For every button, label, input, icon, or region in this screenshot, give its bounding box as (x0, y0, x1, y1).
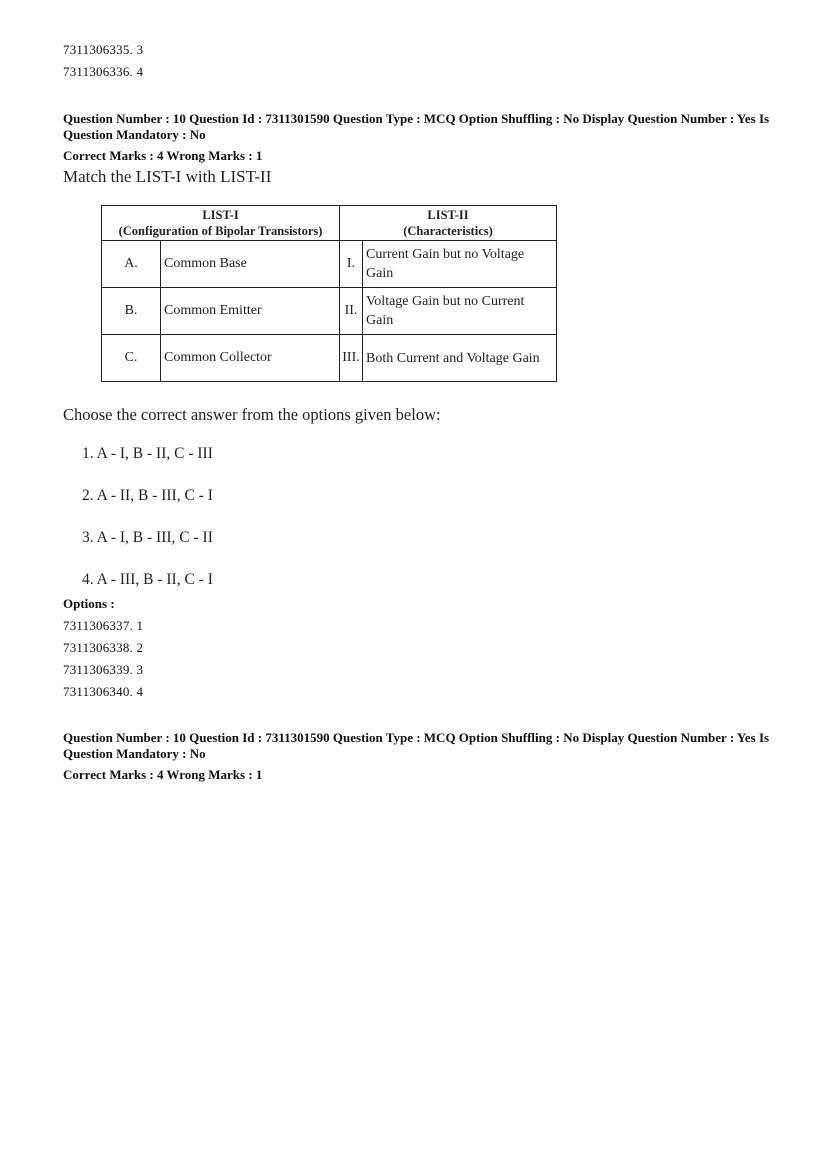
option-id: 7311306339 (63, 662, 130, 677)
options-label: Options : (63, 596, 115, 611)
list-1-title: LIST-I (202, 208, 239, 222)
row-name: Common Collector (161, 335, 340, 382)
list-2-header (340, 206, 557, 241)
row-description: Voltage Gain but no Current Gain (363, 288, 557, 335)
row-roman: III. (340, 335, 363, 382)
option-number: 3 (136, 662, 144, 677)
row-name: Common Emitter (161, 288, 340, 335)
question-meta: Question Number : 10 Question Id : 7311301590 Question Type : MCQ Option Shuffling : No Display Question Number : Yes Is Question Mandatory : No (63, 730, 770, 761)
list-1-header (102, 206, 340, 241)
table-row (102, 288, 557, 335)
option-line-1: 7311306337. 1 (63, 618, 144, 633)
row-description: Current Gain but no Voltage Gain (363, 241, 557, 288)
answer-choice-3: 3. A - I, B - III, C - II (82, 529, 213, 546)
option-number: 1 (136, 618, 144, 633)
answer-choice-2: 2. A - II, B - III, C - I (82, 487, 213, 504)
answer-choice-1: 1. A - I, B - II, C - III (82, 445, 213, 462)
match-table (101, 205, 557, 382)
option-id: 7311306338 (63, 640, 130, 655)
table-row (102, 335, 557, 382)
row-name: Common Base (161, 241, 340, 288)
option-number: 4 (136, 64, 144, 79)
question-marks: Correct Marks : 4 Wrong Marks : 1 (63, 148, 263, 163)
question-marks: Correct Marks : 4 Wrong Marks : 1 (63, 767, 263, 782)
list-1-subtitle: (Configuration of Bipolar Transistors) (118, 224, 323, 238)
list-2-title: LIST-II (427, 208, 469, 222)
row-description: Both Current and Voltage Gain (363, 335, 557, 382)
row-key: B. (102, 288, 161, 335)
option-line-3: 7311306339. 3 (63, 662, 144, 677)
question-instruction: Choose the correct answer from the options given below: (63, 405, 441, 424)
option-line-2: 7311306338. 2 (63, 640, 144, 655)
row-key: C. (102, 335, 161, 382)
option-id: 7311306336 (63, 64, 130, 79)
prev-option-1: 7311306335. 3 (63, 42, 144, 57)
answer-choice-4: 4. A - III, B - II, C - I (82, 571, 213, 588)
prev-option-2: 7311306336. 4 (63, 64, 144, 79)
question-prompt: Match the LIST-I with LIST-II (63, 167, 272, 186)
option-number: 3 (136, 42, 144, 57)
row-key: A. (102, 241, 161, 288)
row-roman: II. (340, 288, 363, 335)
table-header-row (102, 206, 557, 241)
option-number: 2 (136, 640, 144, 655)
option-id: 7311306340 (63, 684, 130, 699)
option-id: 7311306337 (63, 618, 130, 633)
option-id: 7311306335 (63, 42, 130, 57)
option-number: 4 (136, 684, 144, 699)
table-row (102, 241, 557, 288)
row-roman: I. (340, 241, 363, 288)
list-2-subtitle: (Characteristics) (403, 224, 493, 238)
option-line-4: 7311306340. 4 (63, 684, 144, 699)
question-meta: Question Number : 10 Question Id : 7311301590 Question Type : MCQ Option Shuffling : No Display Question Number : Yes Is Question Mandatory : No (63, 111, 770, 142)
